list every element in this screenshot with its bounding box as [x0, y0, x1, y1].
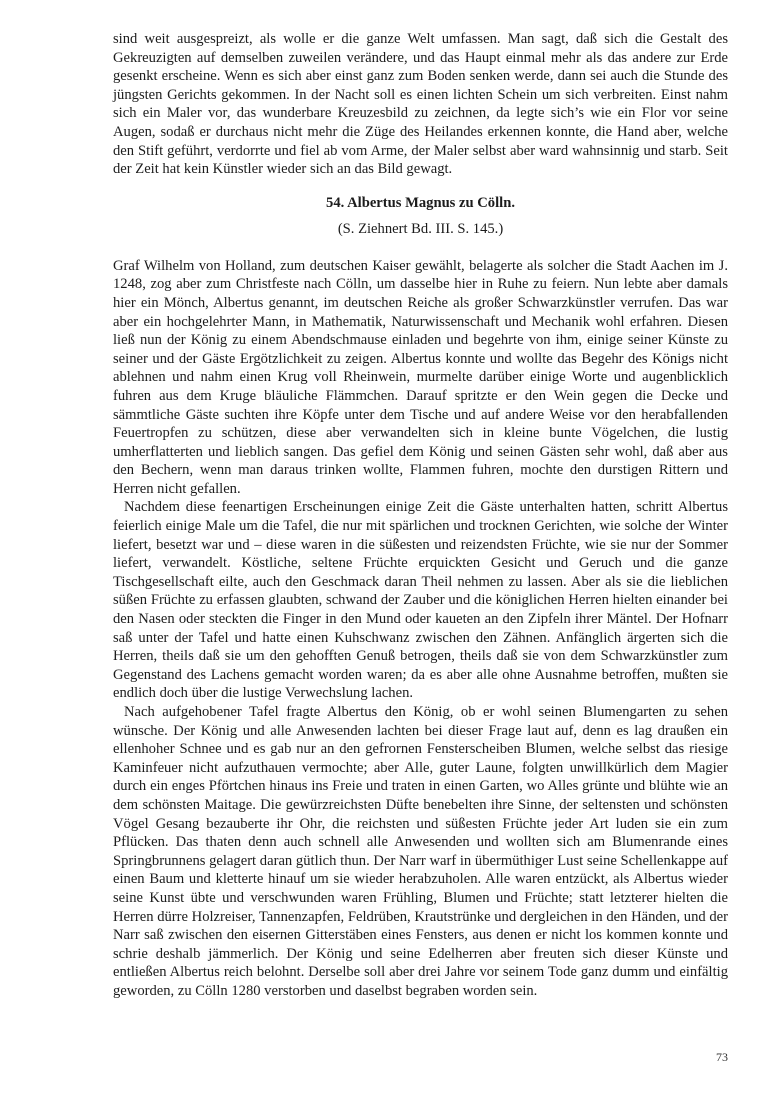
body-paragraph-2: Nachdem diese feenartigen Erscheinungen einige Zeit die Gäste unterhalten hatten, schritt Albertus feierlich einige Male um die Tafel, die nur mit spärlichen und trocknen Gerichten, wie solche der Winter liefert, besetzt war und – diese waren in die süßesten und reizendsten Früchte, wie sie nur der Sommer liefert, verwandelt. Köstliche, seltene Früchte erquickten Gesicht und Geruch und die ganze Tischgesellschaft eilte, auch den Geschmack daran Theil nehmen zu lassen. Aber als sie die lieblichen süßen Früchte zu erfassen glaubten, schwand der Zauber und die königlichen Herren hielten einander bei den Nasen oder steckten die Finger in den Mund oder kaueten an den Zipfeln ihrer Mäntel. Der Hofnarr saß unter der Tafel und hatte einen Kuhschwanz zwischen den Zähnen. Anfänglich ärgerten sich die Herren, theils daß sie um den gehofften Genuß betrogen, theils daß sie von dem Schwarzkünstler zum Gegenstand des Lachens gemacht worden waren; da es aber alle ohne Ausnahme betroffen, mußten sie endlich doch über die lustige Verwechslung lachen.: [113, 499, 728, 702]
section-title: 54. Albertus Magnus zu Cölln.: [326, 194, 515, 211]
page-number: 73: [716, 1050, 728, 1064]
continuation-paragraph: sind weit ausgespreizt, als wolle er die ganze Welt umfassen. Man sagt, daß sich die Gestalt des Gekreuzigten auf demselben zuweilen verändere, und das Haupt einmal mehr als das andere zur Erde gesenkt erscheine. Wenn es sich aber einst ganz zum Boden senken werde, dann sei auch die Stunde des jüngsten Gerichts gekommen. In der Nacht soll es einen lichten Schein um sich verbreiten. Einst nahm sich ein Maler vor, das wunderbare Kreuzesbild zu zeichnen, da legte sich’s wie ein Flor vor seine Augen, sodaß er durchaus nicht mehr die Züge des Heilandes erkennen konnte, die Hand aber, welche den Stift geführt, verdorrte und fiel ab vom Arme, der Maler selbst aber ward wahnsinnig und starb. Seit der Zeit hat kein Künstler wieder sich an das Bild gewagt.: [113, 31, 728, 178]
section-source: (S. Ziehnert Bd. III. S. 145.): [337, 220, 504, 237]
page-body: [113, 30, 728, 1001]
body-paragraph-1: Graf Wilhelm von Holland, zum deutschen Kaiser gewählt, belagerte als solcher die Stadt Aachen im J. 1248, zog aber zum Christfeste nach Cölln, um dasselbe hier in Ruhe zu feiern. Nun lebte aber damals hier ein Mönch, Albertus genannt, im deutschen Reiche als großer Schwarzkünstler verrufen. Das war aber ein hochgelehrter Mann, in Mathematik, Naturwissenschaft und Mechanik wohl erfahren. Diesen ließ nun der König zu einem Abendschmause einladen und begehrte von ihm, einige seiner Künste zu seiner und der Gäste Ergötzlichkeit zu zeigen. Albertus konnte und wollte das Begehr des Königs nicht ablehnen und nahm einen Krug voll Rheinwein, murmelte darüber einige Worte und augenblicklich fuhren aus dem Kruge bläuliche Flämmchen. Darauf spritzte er den Wein gegen die Decke und sämmtliche Gäste suchten ihre Köpfe unter dem Tische und auf andere Weise vor den herabfallenden Feuertropfen zu schützen, diese aber verwandelten sich in kleine bunte Vögelchen, die lustig umherflatterten und lieblich sangen. Das gefiel dem König und seinen Gästen sehr wohl, daß aber aus den Bechern, wenn man daraus trinken wollte, Flammen fuhren, mochte den durstigen Rittern und Herren nicht gefallen.: [113, 257, 728, 497]
body-paragraph-3: Nach aufgehobener Tafel fragte Albertus den König, ob er wohl seinen Blumengarten zu sehen wünsche. Der König und alle Anwesenden lachten bei dieser Frage laut auf, denn es lag draußen ein ellenhoher Schnee und es gab nur an den gefrornen Fensterscheiben Blumen, welche selbst das riesige Kaminfeuer nicht aufzuthauen vermochte; aber Alle, guter Laune, folgten unwillkürlich dem Magier durch ein enges Pförtchen hinaus ins Freie und traten in einen Garten, wo Alles grünte und blühte wie an dem schönsten Maitage. Die gewürzreichsten Düfte benebelten ihre Sinne, der seltensten und schönsten Vögel Gesang bezauberte ihr Ohr, die reichsten und süßesten Früchte jeder Art luden sie ein zum Pflücken. Das thaten denn auch schnell alle Anwesenden und wollten sich am Blumenrande eines Springbrunnens gelagert daran gütlich thun. Der Narr warf in übermüthiger Lust seine Schellenkappe auf einen Baum und kletterte hinauf um sie wieder herabzuholen. Alle waren entzückt, als Albertus wieder seine Kunst übte und verschwunden waren Frühling, Blumen und Früchte; statt letzterer hielten die Herren dürre Holzreiser, Tannenzapfen, Feldrüben, Krautstrünke und dergleichen in den Händen, und der Narr saß zwischen den eisernen Gitterstäben eines Fensters, aus denen er nicht los kommen konnte und schrie deshalb jämmerlich. Der König und seine Edelherren aber freuten sich dieser Künste und entließen Albertus reich belohnt. Derselbe soll aber drei Jahre vor seinem Tode ganz dumm und einfältig geworden, zu Cölln 1280 verstorben und daselbst begraben worden sein.: [113, 704, 728, 999]
